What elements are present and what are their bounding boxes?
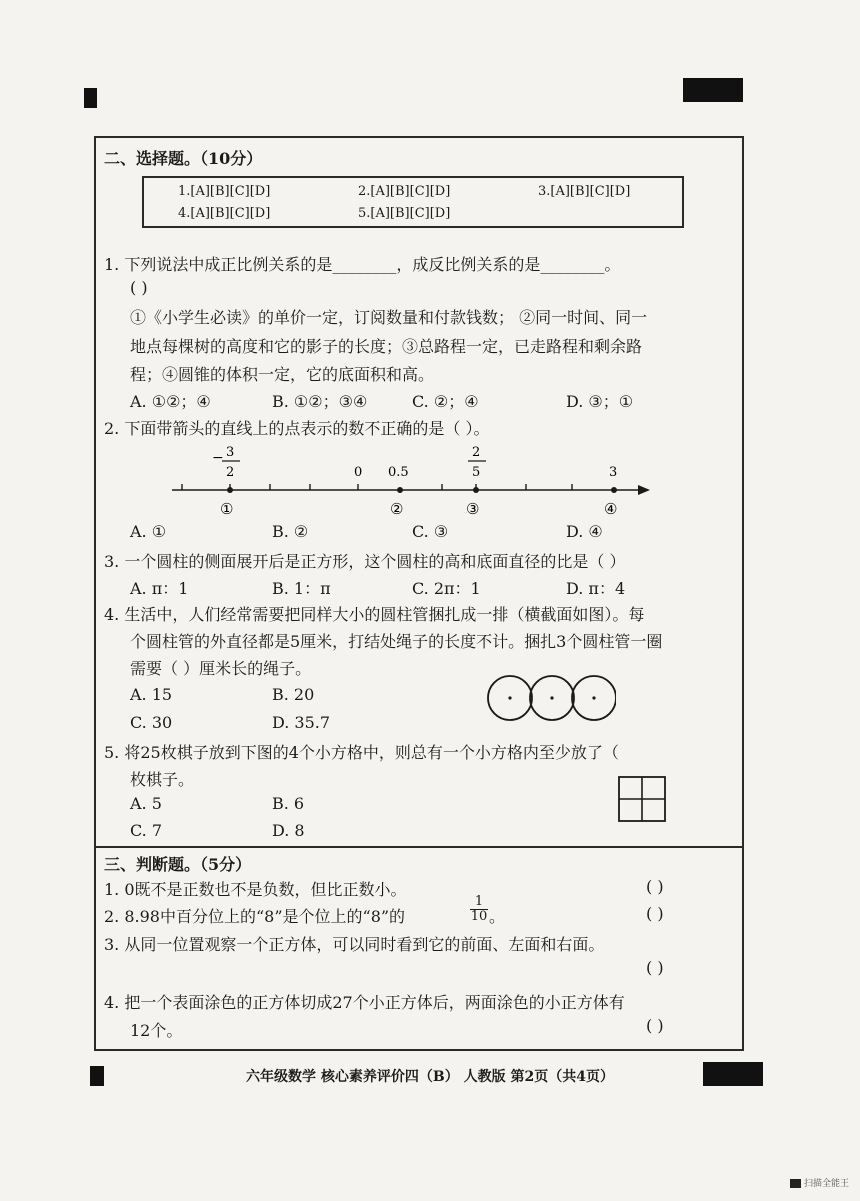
judge-4-text-line2: 12个。	[130, 1021, 183, 1040]
arrow-head-icon	[638, 485, 650, 495]
corner-marker-top-right	[683, 78, 743, 102]
answer-sheet-item[interactable]: 3.[A][B][C][D]	[538, 184, 631, 199]
pipe-center	[592, 696, 595, 699]
judge-4-text: 4. 把一个表面涂色的正方体切成27个小正方体后，两面涂色的小正方体有	[104, 993, 625, 1012]
q1-option-a[interactable]: A. ①②；④	[130, 392, 211, 411]
q3-stem: 3. 一个圆柱的侧面展开后是正方形，这个圆柱的高和底面直径的比是（ ）	[104, 552, 626, 571]
q1-answer-paren[interactable]: ( )	[130, 278, 148, 297]
q5-option-d[interactable]: D. 8	[272, 821, 305, 840]
q1-line3: 地点每棵树的高度和它的影子的长度；③总路程一定，已走路程和剩余路	[130, 337, 643, 356]
judge-3-paren[interactable]: ( )	[646, 958, 664, 977]
q2-option-c[interactable]: C. ③	[412, 522, 449, 541]
judge-1-text: 1. 0既不是正数也不是负数，但比正数小。	[104, 880, 407, 899]
q2-option-a[interactable]: A. ①	[130, 522, 167, 541]
watermark-text: 扫描全能王	[804, 1179, 850, 1189]
judge-2-paren[interactable]: ( )	[646, 904, 664, 923]
q4-option-d[interactable]: D. 35.7	[272, 713, 331, 732]
q3-option-d[interactable]: D. π：4	[566, 579, 626, 598]
pipe-center	[550, 696, 553, 699]
label-half: 0.5	[388, 465, 409, 480]
section2-title: 二、选择题。（10分）	[104, 149, 263, 168]
q1-line4: 程；④圆锥的体积一定，它的底面积和高。	[130, 365, 435, 384]
point-label-2: ②	[390, 500, 404, 518]
answer-sheet-item[interactable]: 1.[A][B][C][D]	[178, 184, 271, 199]
answer-sheet	[142, 176, 684, 228]
q4-option-a[interactable]: A. 15	[130, 685, 173, 704]
corner-marker-top-left	[84, 88, 97, 108]
judge-4-paren[interactable]: ( )	[646, 1016, 664, 1035]
scanner-watermark	[790, 1176, 849, 1189]
point-label-1: ①	[220, 500, 234, 518]
q1-line2: ①《小学生必读》的单价一定，订阅数量和付款钱数； ②同一时间、同一	[130, 308, 648, 327]
q5-option-c[interactable]: C. 7	[130, 821, 163, 840]
fraction-denominator: 10	[470, 909, 488, 924]
q3-option-a[interactable]: A. π：1	[130, 579, 189, 598]
judge-1-paren[interactable]: ( )	[646, 877, 664, 896]
q5-stem: 5. 将25枚棋子放到下图的4个小方格中，则总有一个小方格内至少放了（	[104, 743, 619, 762]
q2-option-b[interactable]: B. ②	[272, 522, 309, 541]
answer-sheet-item[interactable]: 5.[A][B][C][D]	[358, 206, 451, 221]
q4-option-b[interactable]: B. 20	[272, 685, 315, 704]
q1-option-b[interactable]: B. ①②；③④	[272, 392, 368, 411]
label-frac1-num: 3	[226, 445, 235, 460]
label-three: 3	[609, 465, 618, 480]
q4-line3: 需要（ ）厘米长的绳子。	[130, 659, 312, 678]
three-pipes-figure	[484, 668, 616, 728]
page-footer: 六年级数学 核心素养评价四（B） 人教版 第2页（共4页）	[246, 1069, 614, 1085]
q5-line2: 枚棋子。	[130, 770, 195, 789]
q5-option-a[interactable]: A. 5	[130, 794, 162, 813]
q4-option-c[interactable]: C. 30	[130, 713, 173, 732]
q4-line2: 个圆柱管的外直径都是5厘米，打结处绳子的长度不计。捆扎3个圆柱管一圈	[130, 632, 663, 651]
pipe-center	[508, 696, 511, 699]
point-2	[397, 487, 403, 493]
number-line-ticks	[182, 484, 572, 490]
number-line-figure	[160, 440, 660, 520]
judge-2-text: 2. 8.98中百分位上的“8”是个位上的“8”的	[104, 907, 406, 926]
point-1	[227, 487, 233, 493]
scanner-logo-icon	[790, 1179, 801, 1188]
answer-sheet-item[interactable]: 2.[A][B][C][D]	[358, 184, 451, 199]
q1-option-d[interactable]: D. ③；①	[566, 392, 634, 411]
label-neg-sign: −	[212, 450, 224, 466]
answer-sheet-item[interactable]: 4.[A][B][C][D]	[178, 206, 271, 221]
section-divider	[96, 846, 742, 848]
q2-stem: 2. 下面带箭头的直线上的点表示的数不正确的是（ ）。	[104, 419, 490, 438]
four-squares-grid-figure	[618, 776, 666, 822]
label-frac1-den: 2	[226, 465, 235, 480]
q5-option-b[interactable]: B. 6	[272, 794, 305, 813]
label-frac2-num: 2	[472, 445, 481, 460]
label-zero: 0	[354, 465, 363, 480]
section3-title: 三、判断题。（5分）	[104, 855, 252, 874]
fraction-numerator: 1	[470, 895, 488, 910]
judge-2-tail: 。	[489, 907, 506, 926]
judge-2-fraction	[470, 895, 488, 924]
point-4	[611, 487, 617, 493]
label-frac2-den: 5	[472, 465, 481, 480]
q1-stem: 1. 下列说法中成正比例关系的是________，成反比例关系的是________。	[104, 255, 621, 274]
q1-option-c[interactable]: C. ②；④	[412, 392, 479, 411]
q3-option-c[interactable]: C. 2π：1	[412, 579, 481, 598]
point-3	[473, 487, 479, 493]
point-label-3: ③	[466, 500, 480, 518]
q3-option-b[interactable]: B. 1：π	[272, 579, 331, 598]
q2-option-d[interactable]: D. ④	[566, 522, 603, 541]
q4-stem: 4. 生活中，人们经常需要把同样大小的圆柱管捆扎成一排（横截面如图）。每	[104, 605, 645, 624]
point-label-4: ④	[604, 500, 618, 518]
judge-3-text: 3. 从同一位置观察一个正方体，可以同时看到它的前面、左面和右面。	[104, 935, 605, 954]
